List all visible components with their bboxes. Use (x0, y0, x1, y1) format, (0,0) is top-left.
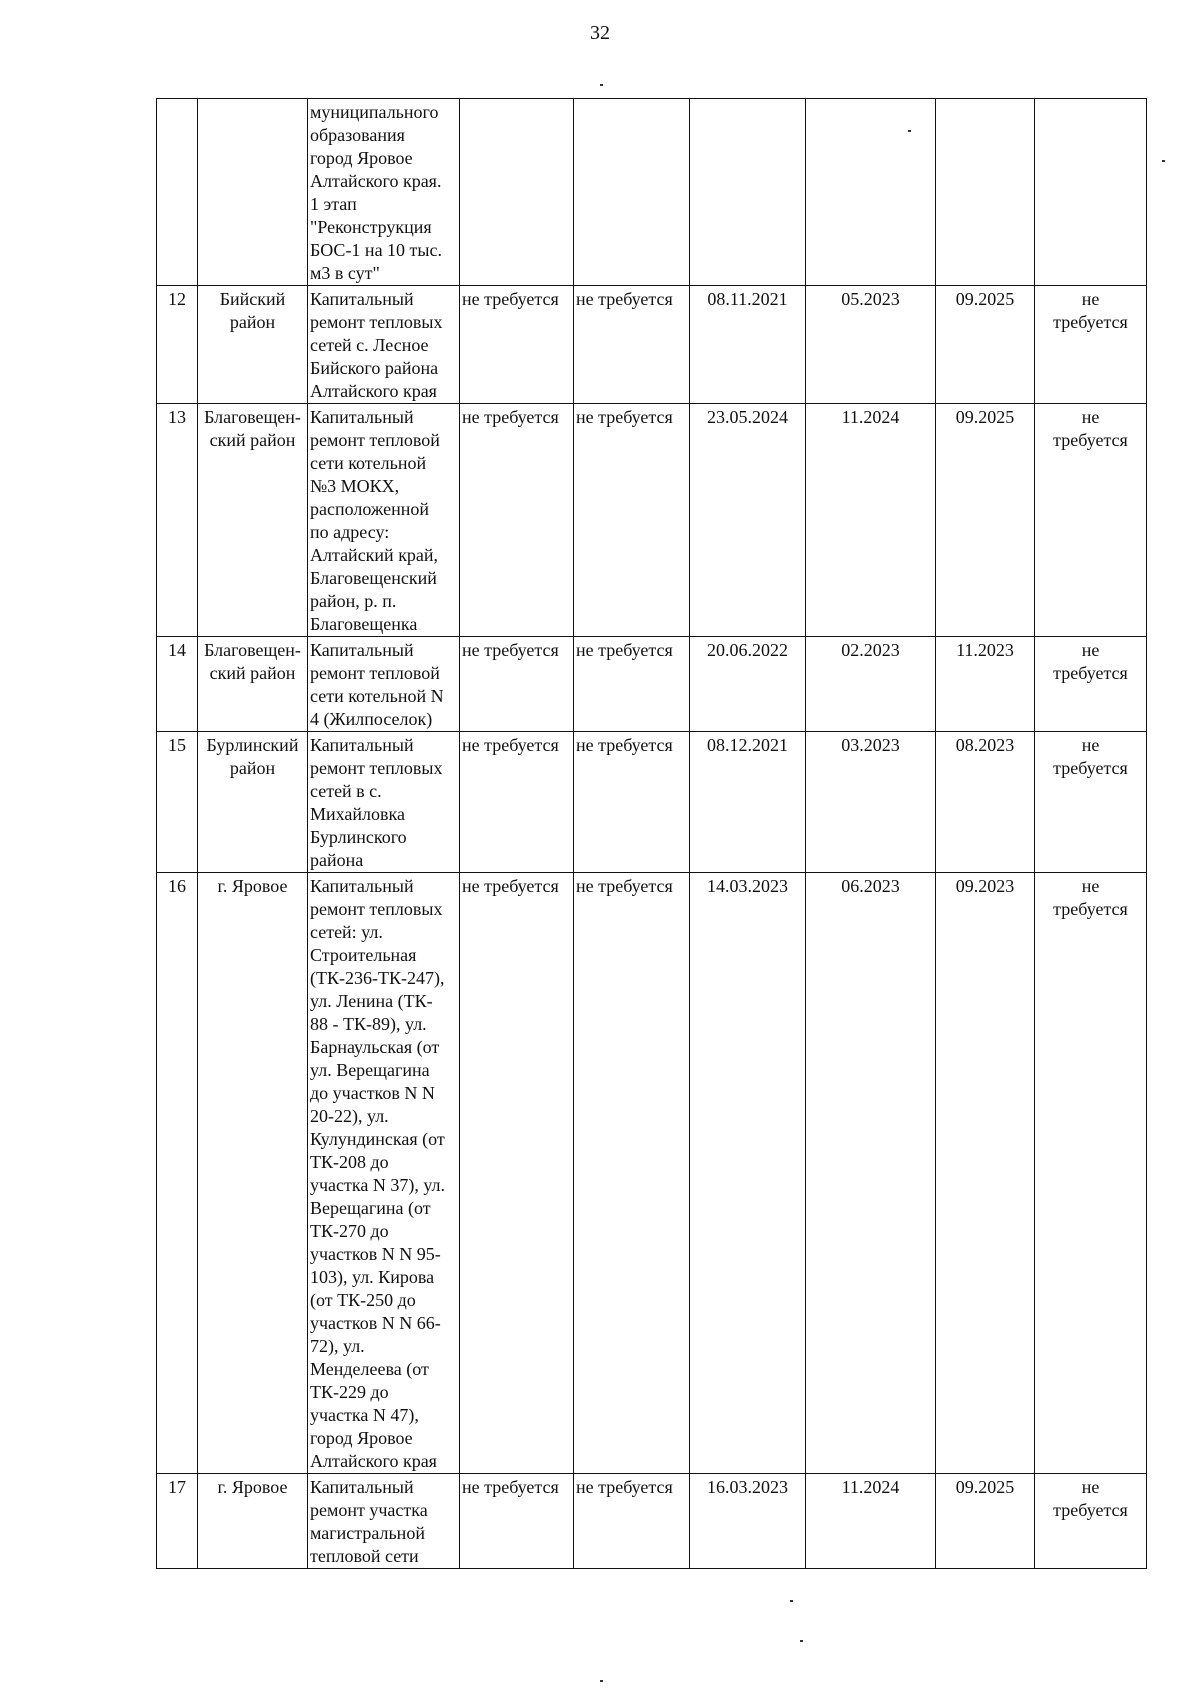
end-date-cell-text: 09.2025 (955, 289, 1015, 309)
note-cell-text: не требуется (1053, 735, 1128, 778)
object-name-cell (308, 732, 460, 873)
note-cell-text: не требуется (1053, 1477, 1128, 1520)
row-number-cell (157, 732, 198, 873)
row-number-cell-text: 16 (168, 876, 186, 896)
date-cell-text: 20.06.2022 (707, 640, 788, 660)
expertise-2-cell-text: не требуется (576, 735, 673, 755)
expertise-2-cell (574, 1474, 690, 1569)
object-name-cell (308, 873, 460, 1474)
object-name-cell (308, 1474, 460, 1569)
row-number-cell-text: 17 (168, 1477, 186, 1497)
date-cell-text: 16.03.2023 (707, 1477, 788, 1497)
scan-speck (908, 130, 911, 132)
end-date-cell-text: 09.2025 (955, 407, 1015, 427)
expertise-2-cell-text: не требуется (576, 289, 673, 309)
expertise-cell (460, 99, 574, 286)
district-cell-text: Благовещен- ский район (204, 407, 301, 450)
scan-speck (790, 1600, 793, 1602)
note-cell (1035, 637, 1147, 732)
table-body (157, 99, 1147, 1569)
date-cell (690, 637, 806, 732)
table-row (157, 404, 1147, 637)
table-row (157, 99, 1147, 286)
start-date-cell (806, 1474, 936, 1569)
object-name-cell (308, 404, 460, 637)
note-cell-text: не требуется (1053, 640, 1128, 683)
date-cell (690, 99, 806, 286)
scan-speck (1162, 160, 1165, 162)
district-cell-text: г. Яровое (217, 1477, 288, 1497)
row-number-cell (157, 637, 198, 732)
object-name-cell-text: Капитальный ремонт тепловых сетей в с. Михайловка Бурлинского района (310, 735, 443, 870)
expertise-cell-text: не требуется (462, 1477, 559, 1497)
start-date-cell (806, 99, 936, 286)
expertise-2-cell (574, 99, 690, 286)
expertise-2-cell (574, 873, 690, 1474)
scan-speck (600, 84, 603, 86)
date-cell-text: 14.03.2023 (707, 876, 788, 896)
district-cell (198, 732, 308, 873)
row-number-cell (157, 99, 198, 286)
row-number-cell (157, 286, 198, 404)
expertise-cell (460, 404, 574, 637)
start-date-cell (806, 637, 936, 732)
district-cell (198, 873, 308, 1474)
end-date-cell (936, 732, 1035, 873)
table-row (157, 637, 1147, 732)
date-cell (690, 286, 806, 404)
end-date-cell (936, 873, 1035, 1474)
table-row (157, 732, 1147, 873)
date-cell (690, 404, 806, 637)
date-cell (690, 873, 806, 1474)
start-date-cell-text: 05.2023 (841, 289, 900, 309)
district-cell (198, 1474, 308, 1569)
note-cell-text: не требуется (1053, 289, 1128, 332)
note-cell (1035, 99, 1147, 286)
district-cell-text: Бийский район (219, 289, 286, 332)
date-cell (690, 1474, 806, 1569)
end-date-cell-text: 09.2025 (955, 1477, 1015, 1497)
note-cell (1035, 404, 1147, 637)
expertise-cell (460, 873, 574, 1474)
object-name-cell (308, 637, 460, 732)
expertise-2-cell (574, 732, 690, 873)
district-cell (198, 99, 308, 286)
expertise-cell (460, 732, 574, 873)
row-number-cell-text: 14 (168, 640, 186, 660)
expertise-cell-text: не требуется (462, 735, 559, 755)
row-number-cell-text: 15 (168, 735, 186, 755)
end-date-cell (936, 404, 1035, 637)
expertise-cell (460, 637, 574, 732)
end-date-cell (936, 286, 1035, 404)
object-name-cell (308, 286, 460, 404)
date-cell-text: 08.11.2021 (707, 289, 788, 309)
note-cell (1035, 732, 1147, 873)
row-number-cell (157, 873, 198, 1474)
row-number-cell-text: 13 (168, 407, 186, 427)
row-number-cell-text: 12 (168, 289, 186, 309)
end-date-cell (936, 99, 1035, 286)
object-name-cell-text: Капитальный ремонт тепловых сетей с. Лесное Бийского района Алтайского края (310, 289, 443, 401)
note-cell-text: не требуется (1053, 876, 1128, 919)
object-name-cell-text: муниципального образования город Яровое Алтайского края. 1 этап "Реконструкция БОС-1 на 10 тыс. м3 в сут" (310, 102, 443, 283)
scan-speck (600, 1680, 603, 1682)
expertise-cell-text: не требуется (462, 876, 559, 896)
start-date-cell-text: 02.2023 (841, 640, 900, 660)
district-cell (198, 286, 308, 404)
object-name-cell (308, 99, 460, 286)
start-date-cell-text: 11.2024 (841, 1477, 900, 1497)
object-name-cell-text: Капитальный ремонт тепловой сети котельной №3 МОКХ, расположенной по адресу: Алтайский край, Благовещенский район, р. п. Благовещенка (310, 407, 440, 634)
object-name-cell-text: Капитальный ремонт участка магистральной тепловой сети (310, 1477, 428, 1566)
object-name-cell-text: Капитальный ремонт тепловых сетей: ул. Строительная (ТК-236-ТК-247), ул. Ленина (ТК- 88 - ТК-89), ул. Барнаульская (от ул. Верещагина до участков N N 20-22), ул. Кулундинская (от ТК-208 до участка N 37), ул. Верещагина (от ТК-270 до участков N N 95- 103), ул. Кирова (от ТК-250 до участков N N 66- 72), ул. Менделеева (от ТК-229 до участка N 47), город Яровое Алтайского края (310, 876, 446, 1471)
scan-speck (800, 1640, 803, 1642)
district-cell (198, 404, 308, 637)
expertise-cell-text: не требуется (462, 640, 559, 660)
expertise-2-cell-text: не требуется (576, 640, 673, 660)
end-date-cell (936, 637, 1035, 732)
start-date-cell (806, 286, 936, 404)
start-date-cell (806, 404, 936, 637)
start-date-cell (806, 732, 936, 873)
district-cell (198, 637, 308, 732)
object-name-cell-text: Капитальный ремонт тепловой сети котельной N 4 (Жилпоселок) (310, 640, 444, 729)
expertise-2-cell-text: не требуется (576, 407, 673, 427)
note-cell-text: не требуется (1053, 407, 1128, 450)
end-date-cell-text: 08.2023 (955, 735, 1015, 755)
end-date-cell (936, 1474, 1035, 1569)
expertise-2-cell (574, 637, 690, 732)
start-date-cell-text: 06.2023 (841, 876, 900, 896)
row-number-cell (157, 404, 198, 637)
note-cell (1035, 873, 1147, 1474)
expertise-cell (460, 1474, 574, 1569)
expertise-cell (460, 286, 574, 404)
expertise-2-cell (574, 404, 690, 637)
page-number: 32 (590, 22, 610, 44)
date-cell-text: 08.12.2021 (707, 735, 788, 755)
note-cell (1035, 1474, 1147, 1569)
district-cell-text: г. Яровое (217, 876, 288, 896)
district-cell-text: Бурлинский район (206, 735, 299, 778)
end-date-cell-text: 09.2023 (955, 876, 1015, 896)
date-cell-text: 23.05.2024 (707, 407, 788, 427)
note-cell (1035, 286, 1147, 404)
expertise-cell-text: не требуется (462, 289, 559, 309)
expertise-2-cell-text: не требуется (576, 1477, 673, 1497)
end-date-cell-text: 11.2023 (956, 640, 1014, 660)
expertise-2-cell-text: не требуется (576, 876, 673, 896)
table-row (157, 286, 1147, 404)
date-cell (690, 732, 806, 873)
row-number-cell (157, 1474, 198, 1569)
district-cell-text: Благовещен- ский район (204, 640, 301, 683)
table-row (157, 873, 1147, 1474)
start-date-cell-text: 11.2024 (841, 407, 900, 427)
projects-table (156, 98, 1147, 1569)
start-date-cell-text: 03.2023 (841, 735, 900, 755)
expertise-cell-text: не требуется (462, 407, 559, 427)
start-date-cell (806, 873, 936, 1474)
table-row (157, 1474, 1147, 1569)
expertise-2-cell (574, 286, 690, 404)
